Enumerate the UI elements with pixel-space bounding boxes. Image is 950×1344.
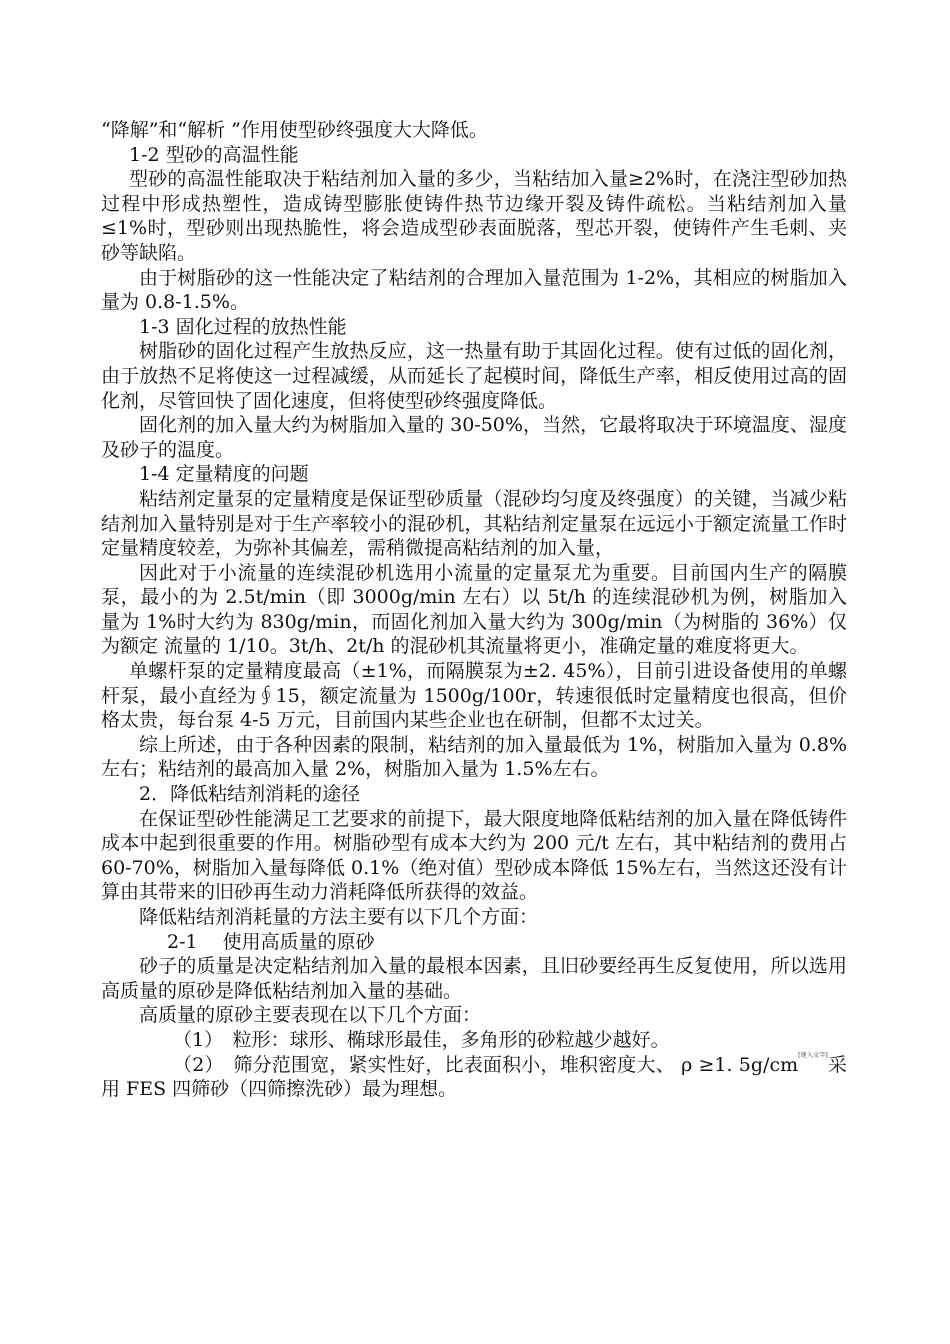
list-item-2 (101, 1053, 847, 1102)
paragraph-1: “降解”和“解析 ”作用使型砂终强度大大降低。 (101, 119, 488, 141)
section-heading-2-1: 2-1 使用高质量的原砂 (167, 930, 375, 953)
paragraph-3: 型砂的高温性能取决于粘结剂加入量的多少，当粘结加入量≥2%时，在浇注型砂加热过程中形成热塑性，造成铸型膨胀使铸件热节边缘开裂及铸件疏松。当粘结剂加入量≤1%时，型砂则出现热脆性，将会造成型砂表面脱落，型芯开裂，使铸件产生毛刺、夹砂等缺陷。 (101, 168, 847, 264)
paragraph-15: 降低粘结剂消耗量的方法主要有以下几个方面： (139, 906, 539, 928)
list-item-1: （1） 粒形：球形、椭球形最佳，多角形的砂粒越少越好。 (173, 1028, 670, 1051)
paragraph-11: 单螺杆泵的定量精度最高（±1%，而隔膜泵为±2. 45%），目前引进设备使用的单螺杆泵，最小直经为∮15，额定流量为 1500g/100r，转速很低时定量精度也很高，但价格太贵，每台泵 4-5 万元，目前国内某些企业也在研制，但都不太过关。 (101, 660, 847, 732)
paragraph-7: 固化剂的加入量大约为树脂加入量的 30-50%，当然，它最将取决于环境温度、湿度及砂子的温度。 (101, 414, 847, 461)
section-heading-2: 2．降低粘结剂消耗的途径 (139, 783, 361, 806)
section-heading-1-2: 1-2 型砂的高温性能 (129, 143, 299, 166)
list-item-2-text: （2） 筛分范围宽，紧实性好，比表面积小，堆积密度大、 ρ ≥1. 5g/cm (173, 1053, 799, 1076)
paragraph-17: 砂子的质量是决定粘结剂加入量的最根本因素，且旧砂要经再生反复使用，所以选用高质量的原砂是降低粘结剂加入量的基础。 (101, 955, 847, 1002)
paragraph-10: 因此对于小流量的连续混砂机选用小流量的定量泵尤为重要。目前国内生产的隔膜泵，最小的为 2.5t/min（即 3000g/min 左右）以 5t/h 的连续混砂机为例，树脂加入量为 1%时大约为 830g/min，而固化剂加入量大约为 300g/min（为树脂的 36%）仅为额定 流量的 1/10。3t/h、2t/h 的混砂机其流量将更小，准确定量的难度将更大。 (101, 561, 847, 658)
paragraph-14: 在保证型砂性能满足工艺要求的前提下，最大限度地降低粘结剂的加入量在降低铸件成本中起到很重要的作用。树脂砂型有成本大约为 200 元/t 左右，其中粘结剂的费用占 60-70%，树脂加入量每降低 0.1%（绝对值）型砂成本降低 15%左右，当然这还没有计算由其带来的旧砂再生动力消耗降低所获得的效益。 (101, 807, 847, 904)
section-heading-1-4: 1-4 定量精度的问题 (139, 463, 309, 486)
paragraph-18: 高质量的原砂主要表现在以下几个方面： (139, 1004, 482, 1027)
paragraph-9: 粘结剂定量泵的定量精度是保证型砂质量（混砂均匀度及终强度）的关键，当减少粘结剂加入量特别是对于生产率较小的混砂机，其粘结剂定量泵在远远小于额定流量工作时定量精度较差，为弥补其偏差，需稍微提高粘结剂的加入量， (101, 487, 847, 560)
list-item-2-text-end: 采用 FES 四筛砂（四筛擦洗砂）最为理想。 (101, 1053, 847, 1101)
paragraph-6: 树脂砂的固化过程产生放热反应，这一热量有助于其固化过程。使有过低的固化剂，由于放热不足将使这一过程减缓，从而延长了起模时间，降低生产率，相反使用过高的固化剂，尽管回快了固化速度，但将使型砂终强度降低。 (101, 340, 847, 412)
paragraph-4: 由于树脂砂的这一性能决定了粘结剂的合理加入量范围为 1-2%，其相应的树脂加入量为 0.8-1.5%。 (101, 266, 847, 314)
section-heading-1-3: 1-3 固化过程的放热性能 (139, 315, 347, 338)
paragraph-12: 综上所述，由于各种因素的限制，粘结剂的加入量最低为 1%，树脂加入量为 0.8%左右；粘结剂的最高加入量 2%，树脂加入量为 1.5%左右。 (101, 733, 847, 781)
placeholder-superscript: [键入文字] (798, 1051, 828, 1059)
document-page (101, 118, 847, 1102)
